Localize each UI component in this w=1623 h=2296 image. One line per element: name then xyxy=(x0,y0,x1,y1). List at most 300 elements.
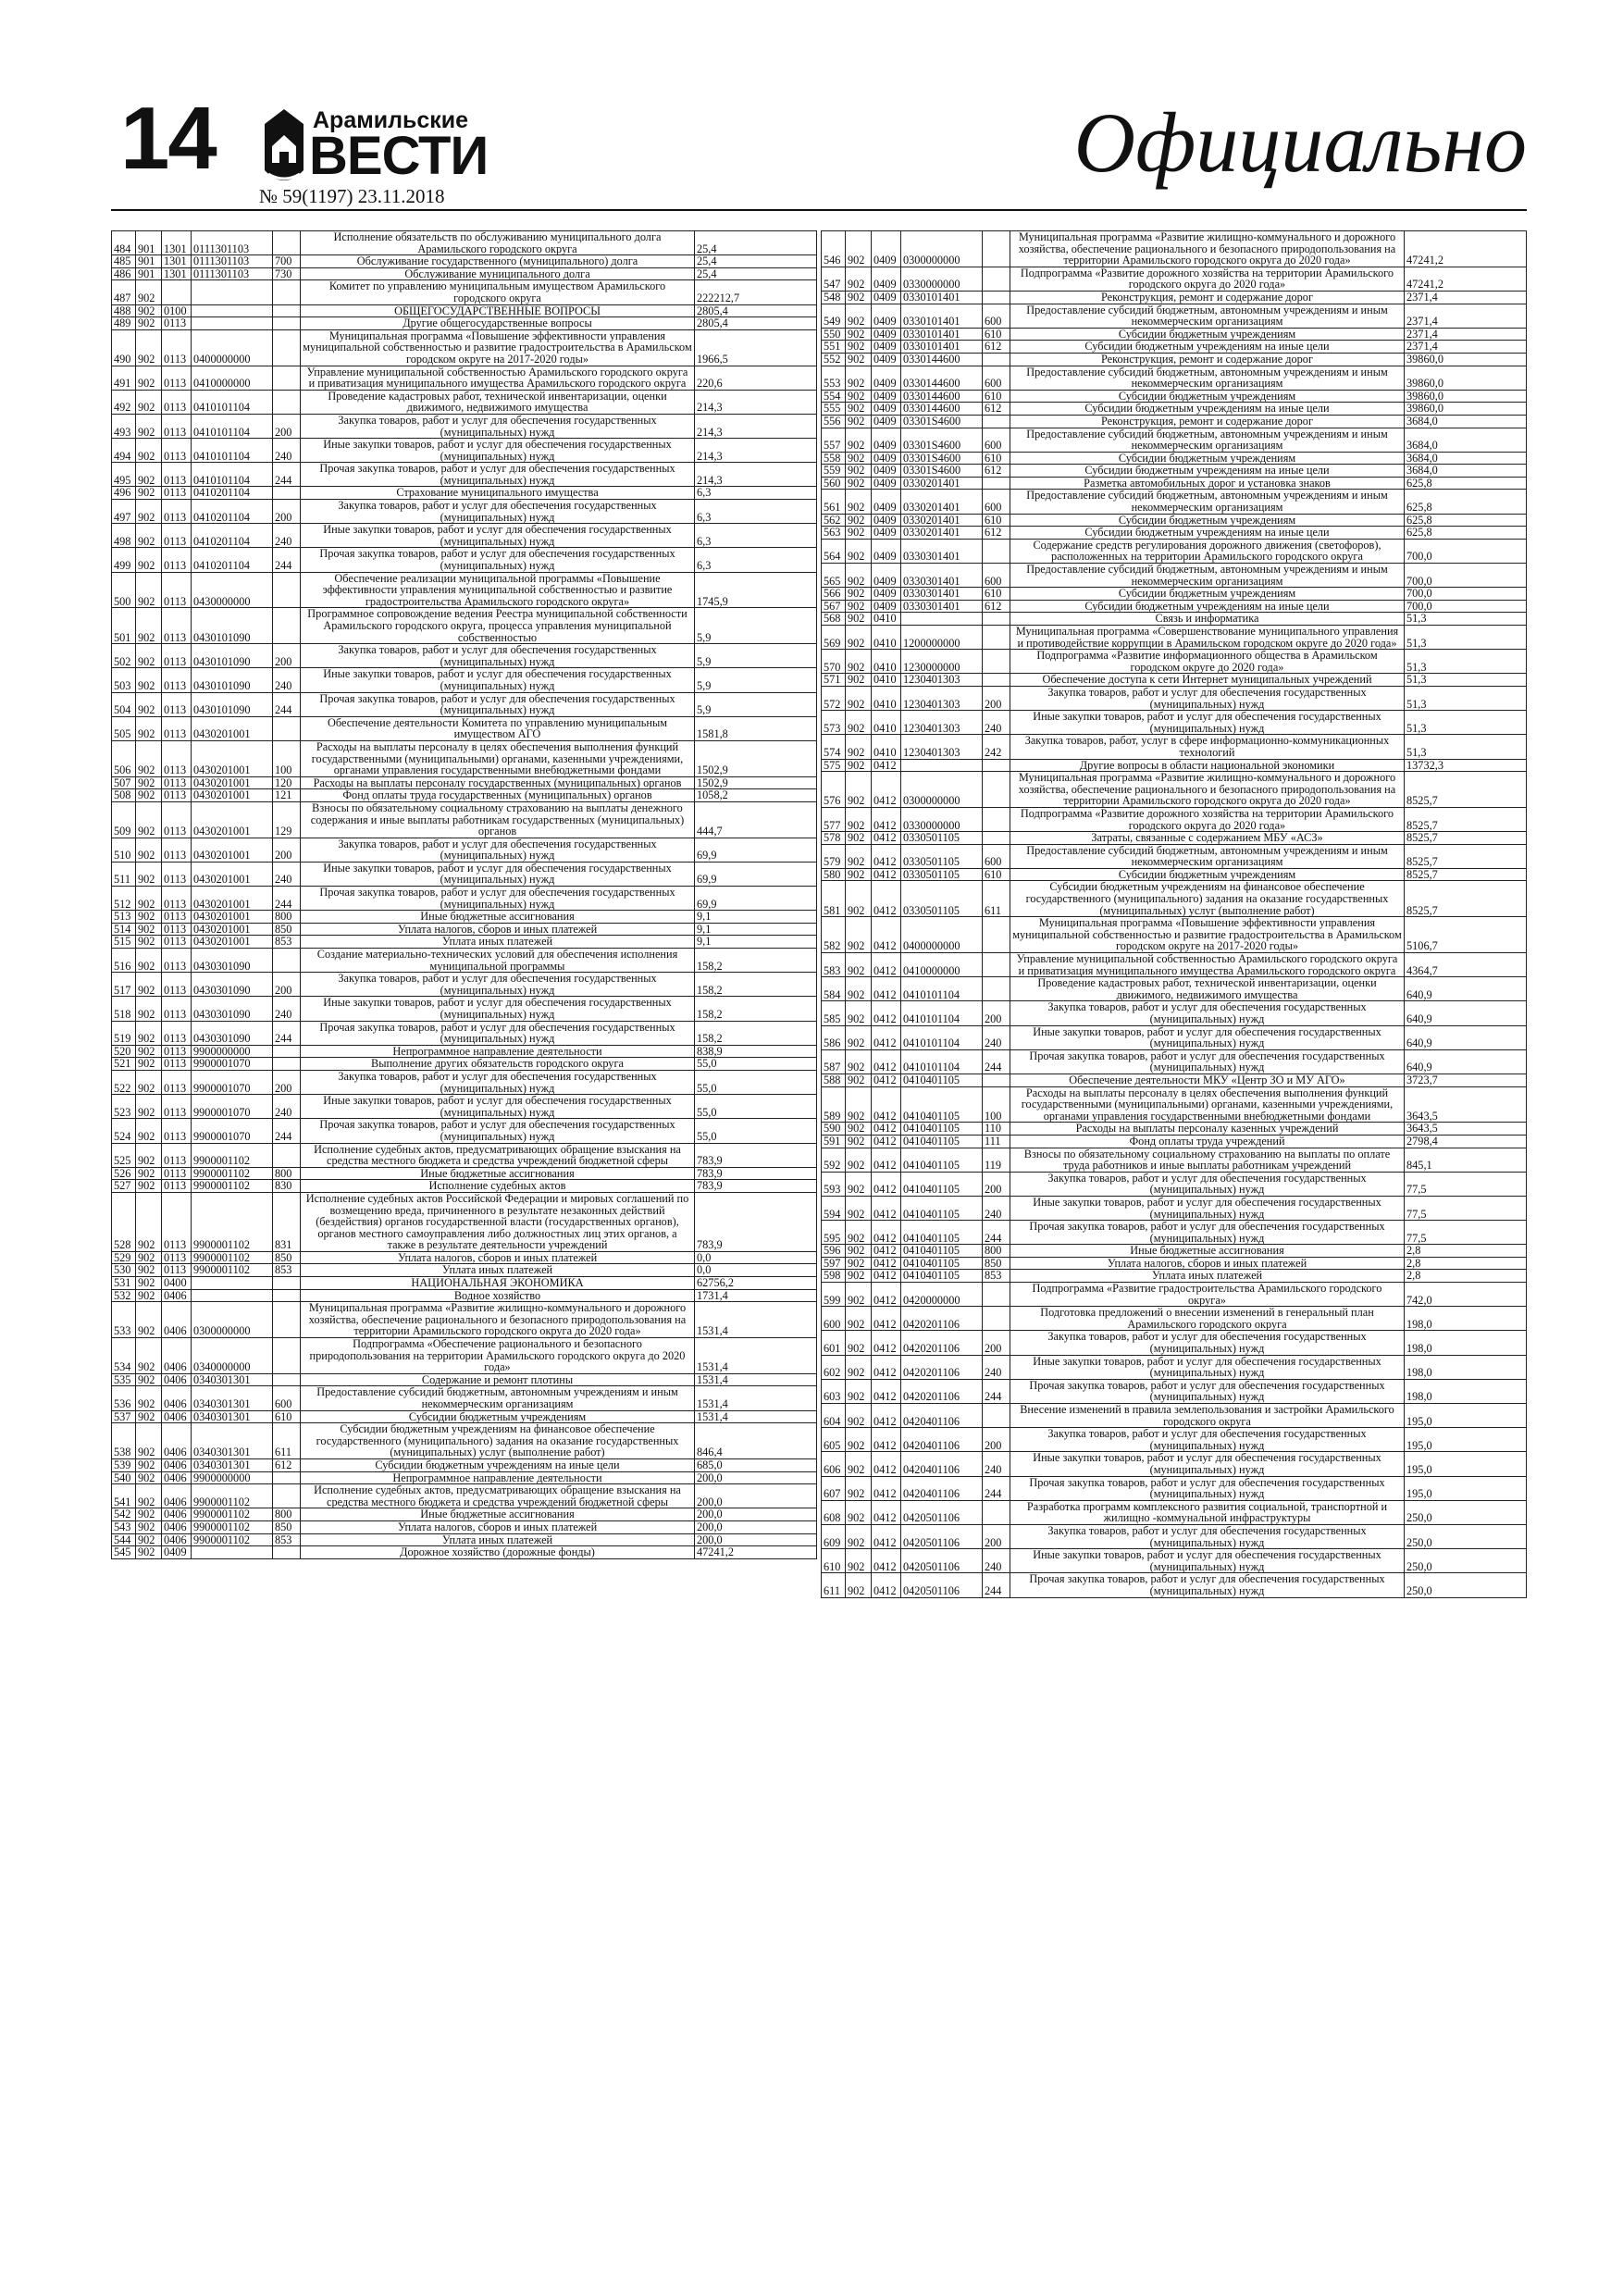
table-row xyxy=(112,329,817,366)
row-description: Иные закупки товаров, работ и услуг для обеспечения государственных (муниципальных) нужд xyxy=(1010,1452,1405,1476)
row-description: Иные закупки товаров, работ и услуг для обеспечения государственных (муниципальных) нужд xyxy=(1010,1196,1405,1220)
row-number: 537 xyxy=(112,1410,136,1423)
row-description: Предоставление субсидий бюджетным, автономным учреждениям и иным некоммерческим организациям xyxy=(1010,564,1405,588)
row-number: 518 xyxy=(112,997,136,1021)
admin-code: 902 xyxy=(846,844,872,868)
admin-code: 902 xyxy=(136,838,162,862)
section-code: 0406 xyxy=(162,1458,192,1471)
table-row xyxy=(822,881,1527,917)
table-row xyxy=(112,1520,817,1533)
table-row xyxy=(822,1270,1527,1283)
row-description: Расходы на выплаты персоналу в целях обеспечения выполнения функций государственными (муниципальными) органами, казенными учреждениями, органами управления государственными внебюджетными фондами xyxy=(301,740,695,776)
row-number: 587 xyxy=(822,1049,846,1074)
row-amount: 158,2 xyxy=(695,997,817,1021)
target-code: 9900001070 xyxy=(192,1119,273,1143)
expense-type: 111 xyxy=(983,1135,1010,1148)
table-row xyxy=(112,1119,817,1143)
admin-code: 902 xyxy=(846,539,872,563)
expense-type xyxy=(273,1143,301,1167)
target-code: 0410201104 xyxy=(192,524,273,548)
target-code: 9900001102 xyxy=(192,1192,273,1251)
table-row xyxy=(822,1025,1527,1049)
admin-code: 902 xyxy=(136,1289,162,1302)
row-number: 548 xyxy=(822,291,846,304)
table-row xyxy=(822,403,1527,416)
table-row xyxy=(822,1172,1527,1196)
target-code: 0430201001 xyxy=(192,936,273,949)
row-amount: 700,0 xyxy=(1405,588,1527,601)
target-code: 0430301090 xyxy=(192,973,273,997)
expense-type xyxy=(273,487,301,500)
section-code: 0412 xyxy=(872,881,901,917)
admin-code: 902 xyxy=(846,1086,872,1123)
expense-type xyxy=(983,539,1010,563)
table-row xyxy=(112,280,817,304)
section-code: 0412 xyxy=(872,917,901,953)
expense-type: 200 xyxy=(983,1172,1010,1196)
admin-code: 902 xyxy=(846,465,872,478)
row-description: Субсидии бюджетным учреждениям на иные цели xyxy=(1010,527,1405,540)
admin-code: 902 xyxy=(846,977,872,1001)
expense-type: 200 xyxy=(983,1331,1010,1355)
target-code: 0330101401 xyxy=(901,341,983,354)
row-amount: 5,9 xyxy=(695,692,817,716)
row-amount: 250,0 xyxy=(1405,1549,1527,1573)
row-amount: 1531,4 xyxy=(695,1302,817,1338)
section-code: 0113 xyxy=(162,1192,192,1251)
admin-code: 902 xyxy=(136,414,162,438)
table-row xyxy=(112,390,817,414)
section-code: 0409 xyxy=(872,341,901,354)
section-code: 0412 xyxy=(872,1148,901,1172)
row-description: Субсидии бюджетным учреждениям на финансовое обеспечение государственного (муниципального) задания на оказание государственных (муниципальных) услуг (выполнение работ) xyxy=(1010,881,1405,917)
section-code: 0113 xyxy=(162,366,192,390)
row-amount: 2371,4 xyxy=(1405,291,1527,304)
row-description: Управление муниципальной собственностью Арамильского городского округа и приватизация муниципального имущества Арамильского городского округа xyxy=(1010,953,1405,977)
target-code: 0330201401 xyxy=(901,527,983,540)
row-amount: 1581,8 xyxy=(695,716,817,740)
section-code: 0113 xyxy=(162,789,192,802)
table-row xyxy=(112,997,817,1021)
row-amount: 51,3 xyxy=(1405,686,1527,710)
row-amount: 685,0 xyxy=(695,1458,817,1471)
row-number: 555 xyxy=(822,403,846,416)
expense-type xyxy=(983,650,1010,674)
section-code: 0113 xyxy=(162,740,192,776)
row-amount: 783,9 xyxy=(695,1143,817,1167)
row-number: 576 xyxy=(822,772,846,808)
table-row xyxy=(822,527,1527,540)
row-amount: 5,9 xyxy=(695,668,817,692)
admin-code: 902 xyxy=(846,917,872,953)
row-number: 492 xyxy=(112,390,136,414)
section-code: 0412 xyxy=(872,1331,901,1355)
table-row xyxy=(822,1549,1527,1573)
admin-code: 902 xyxy=(136,1338,162,1374)
expense-type: 244 xyxy=(273,1021,301,1045)
row-number: 538 xyxy=(112,1423,136,1459)
row-description: Предоставление субсидий бюджетным, автономным учреждениям и иным некоммерческим организациям xyxy=(1010,366,1405,390)
expense-type: 240 xyxy=(983,1025,1010,1049)
row-number: 611 xyxy=(822,1573,846,1597)
row-amount: 47241,2 xyxy=(1405,231,1527,267)
target-code: 0410401105 xyxy=(901,1196,983,1220)
target-code: 0410101104 xyxy=(901,1025,983,1049)
target-code xyxy=(192,1277,273,1290)
row-number: 556 xyxy=(822,415,846,428)
section-code: 0113 xyxy=(162,936,192,949)
expense-type xyxy=(983,1404,1010,1428)
table-row xyxy=(112,1264,817,1277)
row-number: 603 xyxy=(822,1379,846,1403)
row-amount: 25,4 xyxy=(695,231,817,255)
row-description: Содержание средств регулирования дорожного движения (светофоров), расположенных на территории Арамильского городского округа xyxy=(1010,539,1405,563)
section-code: 0113 xyxy=(162,1119,192,1143)
table-row xyxy=(112,524,817,548)
admin-code: 902 xyxy=(136,923,162,936)
row-amount: 2,8 xyxy=(1405,1257,1527,1270)
row-description: Исполнение обязательств по обслуживанию муниципального долга Арамильского городского округа xyxy=(301,231,695,255)
row-number: 494 xyxy=(112,439,136,463)
row-number: 491 xyxy=(112,366,136,390)
admin-code: 902 xyxy=(846,452,872,465)
section-code: 0409 xyxy=(872,415,901,428)
admin-code: 902 xyxy=(846,613,872,626)
section-code: 0412 xyxy=(872,832,901,845)
row-description: Субсидии бюджетным учреждениям на иные цели xyxy=(1010,465,1405,478)
admin-code: 902 xyxy=(136,1533,162,1546)
row-description: Обслуживание государственного (муниципального) долга xyxy=(301,255,695,268)
row-description: Связь и информатика xyxy=(1010,613,1405,626)
row-description: Муниципальная программа «Развитие жилищно-коммунального и дорожного хозяйства, обеспечение рационального и безопасного природопользования на территории Арамильского городского округа до 2020 года» xyxy=(1010,772,1405,808)
row-number: 558 xyxy=(822,452,846,465)
expense-type: 600 xyxy=(983,304,1010,328)
row-amount: 77,5 xyxy=(1405,1221,1527,1245)
row-number: 504 xyxy=(112,692,136,716)
table-row xyxy=(822,686,1527,710)
admin-code: 902 xyxy=(846,1404,872,1428)
row-amount: 9,1 xyxy=(695,936,817,949)
section-code: 0412 xyxy=(872,1257,901,1270)
row-number: 557 xyxy=(822,428,846,452)
table-row xyxy=(112,862,817,886)
row-number: 559 xyxy=(822,465,846,478)
section-code: 0409 xyxy=(872,267,901,291)
expense-type: 600 xyxy=(983,564,1010,588)
expense-type xyxy=(273,1338,301,1374)
admin-code: 902 xyxy=(846,1148,872,1172)
target-code: 0430201001 xyxy=(192,740,273,776)
target-code: 9900001070 xyxy=(192,1095,273,1119)
table-row xyxy=(112,1484,817,1508)
row-number: 517 xyxy=(112,973,136,997)
row-amount: 47241,2 xyxy=(695,1546,817,1559)
expense-type: 244 xyxy=(983,1379,1010,1403)
admin-code: 902 xyxy=(136,1410,162,1423)
target-code: 0420000000 xyxy=(901,1283,983,1307)
row-number: 562 xyxy=(822,514,846,527)
expense-type: 240 xyxy=(983,1549,1010,1573)
target-code: 0410101104 xyxy=(192,414,273,438)
section-code: 0410 xyxy=(872,735,901,759)
admin-code: 902 xyxy=(136,463,162,487)
expense-type: 800 xyxy=(273,1167,301,1180)
row-description: Водное хозяйство xyxy=(301,1289,695,1302)
section-code: 0113 xyxy=(162,572,192,608)
table-row xyxy=(822,1404,1527,1428)
expense-type: 600 xyxy=(983,366,1010,390)
expense-type: 610 xyxy=(983,328,1010,341)
row-number: 485 xyxy=(112,255,136,268)
row-amount: 2798,4 xyxy=(1405,1135,1527,1148)
row-description: Прочая закупка товаров, работ и услуг для обеспечения государственных (муниципальных) нужд xyxy=(301,1021,695,1045)
admin-code: 902 xyxy=(136,1143,162,1167)
row-description: Обеспечение реализации муниципальной программы «Повышение эффективности управления муниципальной собственностью и развитие градостроительства Арамильского городского округа» xyxy=(301,572,695,608)
section-code: 0410 xyxy=(872,674,901,687)
row-description: Иные закупки товаров, работ и услуг для обеспечения государственных (муниципальных) нужд xyxy=(1010,1549,1405,1573)
section-code: 0406 xyxy=(162,1533,192,1546)
section-code: 0409 xyxy=(872,539,901,563)
expense-type: 200 xyxy=(273,973,301,997)
row-description: Реконструкция, ремонт и содержание дорог xyxy=(1010,291,1405,304)
row-amount: 55,0 xyxy=(695,1095,817,1119)
row-amount: 200,0 xyxy=(695,1471,817,1484)
row-number: 508 xyxy=(112,789,136,802)
city-emblem-icon xyxy=(259,105,309,194)
table-row xyxy=(822,390,1527,403)
admin-code: 902 xyxy=(846,1257,872,1270)
row-description: Выполнение других обязательств городского округа xyxy=(301,1058,695,1071)
admin-code: 902 xyxy=(136,973,162,997)
target-code xyxy=(192,1546,273,1559)
row-description: Закупка товаров, работ и услуг для обеспечения государственных (муниципальных) нужд xyxy=(301,500,695,524)
admin-code: 902 xyxy=(136,390,162,414)
admin-code: 902 xyxy=(846,807,872,831)
page-number: 14 xyxy=(120,89,216,188)
admin-code: 902 xyxy=(136,1458,162,1471)
target-code: 0330501105 xyxy=(901,844,983,868)
section-code: 0409 xyxy=(872,588,901,601)
table-row xyxy=(822,650,1527,674)
table-row xyxy=(822,366,1527,390)
row-number: 607 xyxy=(822,1476,846,1500)
admin-code: 902 xyxy=(846,1074,872,1086)
row-number: 610 xyxy=(822,1549,846,1573)
section-code: 0409 xyxy=(872,428,901,452)
section-code: 0113 xyxy=(162,317,192,330)
row-description: Обслуживание муниципального долга xyxy=(301,267,695,280)
table-row xyxy=(822,353,1527,366)
expense-type: 244 xyxy=(273,1119,301,1143)
section-code: 0113 xyxy=(162,1143,192,1167)
section-code: 0400 xyxy=(162,1277,192,1290)
row-amount: 39860,0 xyxy=(1405,353,1527,366)
row-amount: 783,9 xyxy=(695,1167,817,1180)
target-code: 0330144600 xyxy=(901,353,983,366)
section-code: 0412 xyxy=(872,1123,901,1136)
expense-type: 240 xyxy=(273,439,301,463)
expense-type: 700 xyxy=(273,255,301,268)
row-description: Фонд оплаты труда государственных (муниципальных) органов xyxy=(301,789,695,802)
row-amount: 3684,0 xyxy=(1405,415,1527,428)
row-description: Субсидии бюджетным учреждениям на иные цели xyxy=(1010,600,1405,613)
target-code: 0330201401 xyxy=(901,514,983,527)
target-code xyxy=(192,317,273,330)
row-number: 553 xyxy=(822,366,846,390)
row-number: 536 xyxy=(112,1386,136,1410)
table-row xyxy=(112,716,817,740)
expense-type xyxy=(983,759,1010,772)
table-row xyxy=(822,564,1527,588)
section-code: 0412 xyxy=(872,1379,901,1403)
expense-type: 240 xyxy=(983,1355,1010,1379)
target-code: 1230401303 xyxy=(901,735,983,759)
admin-code: 902 xyxy=(136,1264,162,1277)
admin-code: 902 xyxy=(846,1524,872,1548)
target-code: 0111301103 xyxy=(192,255,273,268)
admin-code: 902 xyxy=(136,1373,162,1386)
section-code: 0406 xyxy=(162,1423,192,1459)
target-code: 0430301090 xyxy=(192,997,273,1021)
row-description: Взносы по обязательному социальному страхованию на выплаты денежного содержания и иные выплаты работникам государственных (муниципальных) органов xyxy=(301,801,695,838)
admin-code: 902 xyxy=(136,439,162,463)
section-code: 0409 xyxy=(872,514,901,527)
table-row xyxy=(822,1379,1527,1403)
expense-type xyxy=(273,1471,301,1484)
target-code: 0410401105 xyxy=(901,1245,983,1258)
table-row xyxy=(822,1086,1527,1123)
target-code: 0330501105 xyxy=(901,881,983,917)
row-amount: 3684,0 xyxy=(1405,465,1527,478)
row-amount: 1531,4 xyxy=(695,1386,817,1410)
row-amount: 220,6 xyxy=(695,366,817,390)
row-number: 540 xyxy=(112,1471,136,1484)
row-amount: 77,5 xyxy=(1405,1196,1527,1220)
section-code: 1301 xyxy=(162,255,192,268)
row-number: 599 xyxy=(822,1283,846,1307)
admin-code: 902 xyxy=(846,477,872,490)
row-description: Внесение изменений в правила землепользования и застройки Арамильского городского округа xyxy=(1010,1404,1405,1428)
target-code: 0430301090 xyxy=(192,949,273,973)
row-amount: 1731,4 xyxy=(695,1289,817,1302)
admin-code: 902 xyxy=(136,572,162,608)
row-amount: 1745,9 xyxy=(695,572,817,608)
row-number: 524 xyxy=(112,1119,136,1143)
row-amount: 8525,7 xyxy=(1405,772,1527,808)
row-amount: 77,5 xyxy=(1405,1172,1527,1196)
row-number: 602 xyxy=(822,1355,846,1379)
admin-code: 902 xyxy=(136,740,162,776)
row-description: Фонд оплаты труда учреждений xyxy=(1010,1135,1405,1148)
expense-type: 610 xyxy=(983,588,1010,601)
expense-type: 612 xyxy=(983,527,1010,540)
row-description: Закупка товаров, работ и услуг для обеспечения государственных (муниципальных) нужд xyxy=(301,414,695,438)
expense-type: 610 xyxy=(983,390,1010,403)
row-description: Исполнение судебных актов, предусматривающих обращение взыскания на средства местного бюджета и средства учреждений бюджетной сферы xyxy=(301,1143,695,1167)
table-row xyxy=(112,608,817,644)
row-number: 609 xyxy=(822,1524,846,1548)
expense-type: 121 xyxy=(273,789,301,802)
target-code: 0430101090 xyxy=(192,692,273,716)
row-description: Программное сопровождение ведения Реестра муниципальной собственности Арамильского городского округа, процесса управления муниципальной собственностью xyxy=(301,608,695,644)
row-number: 541 xyxy=(112,1484,136,1508)
admin-code: 902 xyxy=(846,1172,872,1196)
expense-type: 240 xyxy=(983,1452,1010,1476)
row-description: Субсидии бюджетным учреждениям на иные цели xyxy=(1010,403,1405,416)
section-code: 0409 xyxy=(872,403,901,416)
section-code: 0406 xyxy=(162,1508,192,1521)
row-amount: 9,1 xyxy=(695,923,817,936)
row-amount: 200,0 xyxy=(695,1520,817,1533)
expense-type: 240 xyxy=(273,1095,301,1119)
table-row xyxy=(822,626,1527,650)
budget-table-left xyxy=(111,230,817,1559)
section-code: 0113 xyxy=(162,887,192,911)
target-code: 0430201001 xyxy=(192,716,273,740)
expense-type xyxy=(983,977,1010,1001)
row-description: Предоставление субсидий бюджетным, автономным учреждениям и иным некоммерческим организациям xyxy=(301,1386,695,1410)
admin-code: 902 xyxy=(846,1307,872,1331)
row-number: 543 xyxy=(112,1520,136,1533)
row-description: Закупка товаров, работ и услуг для обеспечения государственных (муниципальных) нужд xyxy=(301,1070,695,1094)
expense-type xyxy=(273,608,301,644)
row-amount: 3643,5 xyxy=(1405,1086,1527,1123)
row-amount: 8525,7 xyxy=(1405,844,1527,868)
section-code: 0409 xyxy=(162,1546,192,1559)
expense-type xyxy=(983,267,1010,291)
row-number: 535 xyxy=(112,1373,136,1386)
section-code: 0113 xyxy=(162,608,192,644)
target-code: 0111301103 xyxy=(192,231,273,255)
left-column xyxy=(111,230,816,1559)
target-code: 9900000000 xyxy=(192,1045,273,1058)
target-code: 0430201001 xyxy=(192,911,273,924)
row-amount: 3684,0 xyxy=(1405,452,1527,465)
row-number: 522 xyxy=(112,1070,136,1094)
table-row xyxy=(822,1355,1527,1379)
row-description: Расходы на выплаты персоналу в целях обеспечения выполнения функций государственными (муниципальными) органами, казенными учреждениями, органами управления государственными внебюджетными фондами xyxy=(1010,1086,1405,1123)
target-code: 0430201001 xyxy=(192,789,273,802)
section-code: 0113 xyxy=(162,524,192,548)
target-code: 0330000000 xyxy=(901,267,983,291)
section-code: 0412 xyxy=(872,1001,901,1025)
section-code: 0409 xyxy=(872,353,901,366)
admin-code: 902 xyxy=(846,772,872,808)
row-amount: 742,0 xyxy=(1405,1283,1527,1307)
expense-type: 240 xyxy=(273,668,301,692)
section-code: 0412 xyxy=(872,807,901,831)
table-row xyxy=(112,1167,817,1180)
row-description: Подготовка предложений о внесении изменений в генеральный план Арамильского городского округа xyxy=(1010,1307,1405,1331)
expense-type xyxy=(273,1546,301,1559)
table-row xyxy=(112,644,817,668)
row-description: Субсидии бюджетным учреждениям на иные цели xyxy=(301,1458,695,1471)
row-description: Затраты, связанные с содержанием МБУ «АСЗ» xyxy=(1010,832,1405,845)
expense-type: 610 xyxy=(983,514,1010,527)
row-amount: 1058,2 xyxy=(695,789,817,802)
expense-type: 800 xyxy=(273,911,301,924)
row-description: Муниципальная программа «Развитие жилищно-коммунального и дорожного хозяйства, обеспечение рационального и безопасного природопользования на территории Арамильского городского округа до 2020 года» xyxy=(301,1302,695,1338)
row-amount: 198,0 xyxy=(1405,1379,1527,1403)
target-code: 03301S4600 xyxy=(901,428,983,452)
target-code: 0410401105 xyxy=(901,1221,983,1245)
expense-type xyxy=(273,231,301,255)
target-code: 0410401105 xyxy=(901,1086,983,1123)
row-description: Прочая закупка товаров, работ и услуг для обеспечения государственных (муниципальных) нужд xyxy=(1010,1379,1405,1403)
admin-code: 902 xyxy=(846,1573,872,1597)
row-description: Другие общегосударственные вопросы xyxy=(301,317,695,330)
table-row xyxy=(112,255,817,268)
